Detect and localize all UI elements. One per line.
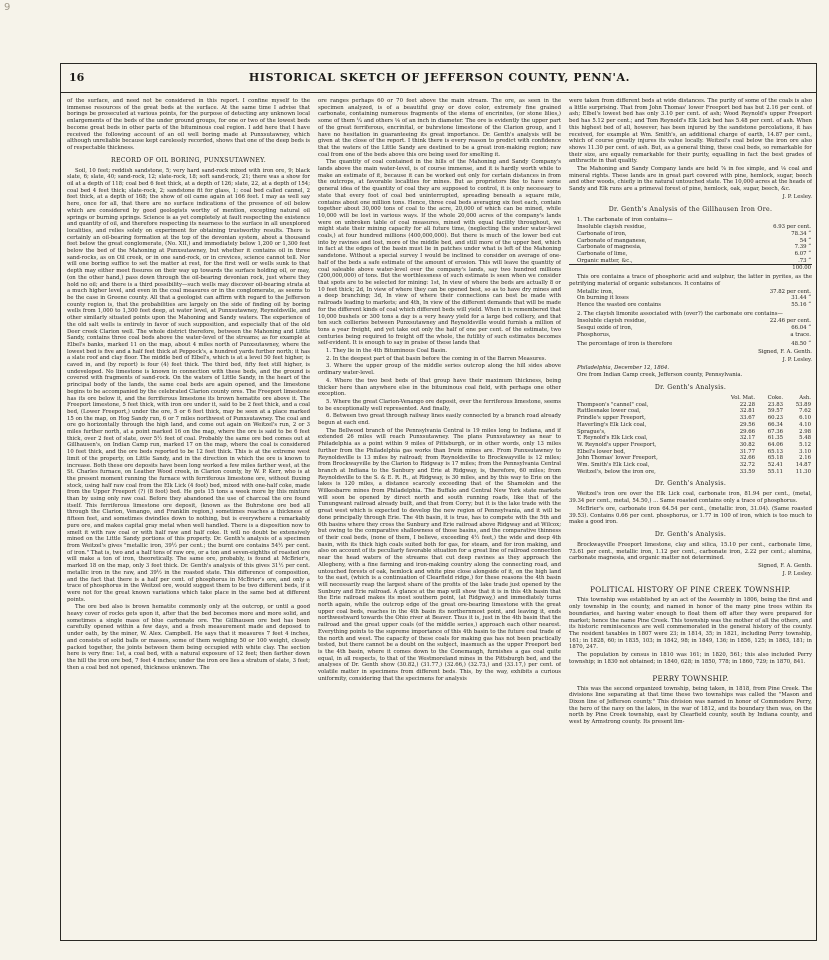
ore2-analysis-table — [569, 318, 812, 338]
table-cell-ash: 5.12 — [799, 441, 811, 448]
table-row — [569, 318, 812, 325]
table-cell-coke: 66.34 — [767, 421, 784, 428]
section-title-coal-analysis: Dr. Genth's Analysis. — [654, 384, 727, 392]
table-row — [569, 332, 812, 339]
table-header-cell: Vol. Mat. — [730, 395, 756, 402]
table-row — [569, 449, 812, 456]
paragraph-phosphoric: This ore contains a trace of phosphoric acid and sulphur, the latter in pyrites, as the petrifying material of organic substances. It contains of — [569, 274, 812, 287]
table-row — [569, 251, 812, 258]
table-row — [569, 258, 812, 265]
table-cell-label: Phosphorus, — [577, 331, 611, 338]
table-cell-volatile: 30.82 — [739, 441, 756, 448]
table-cell-coke: 67.36 — [767, 428, 784, 435]
table-cell-value: 48.50 “ — [791, 340, 811, 347]
table-cell-coke: 64.06 — [767, 441, 784, 448]
section-title-perry: PERRY TOWNSHIP. — [652, 673, 729, 683]
table-row — [569, 402, 812, 409]
table-cell-volatile: 33.59 — [739, 468, 756, 475]
table-cell-coke: 61.35 — [767, 435, 784, 442]
table-row — [569, 244, 812, 251]
table-cell-ash: 6.10 — [799, 415, 811, 422]
table-cell-label: Carbonate of magnesia, — [577, 244, 642, 251]
table-cell-value: a trace. — [790, 331, 811, 338]
table-row — [569, 325, 812, 332]
page-number: 16 — [69, 71, 85, 84]
table-cell-coke: 23.83 — [767, 401, 784, 408]
table-cell-value: 37.82 per cent. — [769, 288, 811, 295]
table-cell-label: Prindle's upper Freeport, — [577, 415, 646, 422]
table-cell-ash: 14.87 — [795, 462, 811, 469]
table-row — [569, 429, 812, 436]
table-cell-label: The percentage of iron is therefore — [577, 340, 673, 347]
table-total-row — [569, 265, 812, 272]
table-cell-label: Wm. Smith's Elk Lick coal, — [577, 462, 650, 469]
table-row — [569, 442, 812, 449]
table-cell-volatile: 33.67 — [739, 415, 756, 422]
table-cell-label: Sprague's, — [577, 428, 606, 435]
table-cell-volatile: 29.56 — [739, 421, 756, 428]
page-frame — [60, 63, 817, 941]
table-cell-label: Thompson's "cannel" coal, — [577, 401, 649, 408]
ore2-metallic-table — [569, 341, 812, 348]
paragraph-indian-camp: Ore from Indian Camp creek, Jefferson county, Pennsylvania. — [577, 372, 743, 379]
table-cell-volatile: 32.81 — [739, 408, 756, 415]
paragraph-boring-record: Soil, 10 feet; reddish sandstone, 5; very hard sand-rock mixed with iron ore, 9; black slate, 6; slate, 40; sand-rock, 12; slate-rock, 18; soft sand-rock, 21; there was a show for oil at a depth of 118; coal bed 6 feet thick, at a depth of 126; slate, 22, at a depth of 154; coal bed 4 feet thick; slate-rock, 2; sandstone fit for glass, 1; coal bed called cannel, 2 feet thick, at a depth of 168; the show of oil came again at 166 feet. I may as well say here, once for all, that there are no surface indications of the presence of oil below which are considered by good geologists worthy of mention, excepting natural oil springs or burning springs. Science is as yet completely at fault respecting the existence and quantity of oil, and therefore respecting its nearness to the surface in all unexplored localities, and relies solely on experiment for obtaining trustworthy results. There is certainly an oil-bearing formation at the top of the devonian system, about a thousand feet below the great conglomerate, (No. XII,) and immediately below 1,200 or 1,300 feet below the bed of the Mahoning at Punxsutawney, but whether it contains oil in three sand-rocks, as on Oil creek, or in one sand-rock, or in crevices, science cannot tell. Nor will one boring suffice to set the matter at rest, for the first well or wells sunk to that depth may either meet fissures on their way up towards the surface holding oil, or may, (on the other hand,) pass down through the oil-bearing devonian rock, just where they hold no oil; and there is a third possibility—such wells may discover oil-bearing strata at a much higher level, and even in the coal measures or in the conglomerate, as seems to be the case in Greene county. All that a geologist can affirm with regard to the Jefferson county region is, that the probabilities are largely on the side of finding oil by boring wells from 1,000 to 1,300 feet deep, at water level, at Punxsutawney, Reynoldsville, and other similarly situated points upon the Mahoning and Sandy waters. The experience of the old salt wells is entirely in favor of such supposition, and especially that of the old Deer creek Clarion well. The whole district therefore, between the Mahoning and Little Sandy, contains three coal beds above the water-level of the streams; as for example at Elbel's banks, marked 11 on the map, about 4 miles north of Punxsutawney, where the lowest bed is five and a half feet thick at Peppock's, a hundred yards further north; it has a slate roof and clay floor. The middle bed of Elbel's, which is at a level 50 feet higher, is caved in, and (by report) is four (4) feet thick. The third bed, fifty feet still higher, is undeveloped. No limestone is known in connection with these beds, and the ground is covered with fragments of sand-rock. On the waters of Little Sandy, in the heart of the principal body of the lands, the same coal beds are again opened, and the limestone begins to be accompanied by the celebrated Clarion county ores. The Freeport limestone has its ore below it, and the ferriferous limestone its brown hematite ore above it. The Freeport limestone, 5 feet thick, with iron ore under it, said to be 2 feet thick, and a coal bed, (Lower Freeport,) under the ore, 5 or 6 feet thick, may be seen at a place marked 15 on the map, on Hog Sandy run, 6 or 7 miles northwest of Punxsutawney. The coal and ore go horizontally through the high land, and come out again on Weitzel's run, 2 or 3 miles further north, at a point marked 16 on the map, where the ore is said to be 6 feet thick, over 2 feet of slate, over 5½ feet of coal. Probably the same ore bed comes out at Gillhausen's, on Indian Camp run, marked 17 on the map, where the coal is considered 10 feet thick, and the ore beds reported to be 12 feet thick. This is at the extreme west limit of the property, on Little Sandy, and in the direction in which the ore is known to increase. Both these ore deposits have been long worked a few miles farther west, at the St. Charles furnace, on Leather Wood creek, in Clarion county, by W. P. Kerr, who is at the present moment running the furnace with ferriferous limestone ore, without fluxing stock, using half raw coal from the Elk Lick (4 foot) bed, mixed with one-half coke, made from the Upper Freeport (?) (8 foot) bed. He gets 15 tons a week more by this mixture than by using only raw coal. Before they abandoned the use of charcoal the ore found itself. This ferriferous limestone ore deposit, (known as the Buhrstone ore bed all through the Clarion, Venango, and Franklin region,) sometimes reaches a thickness of fifteen feet, and sometimes dwindles down to nothing, but is everywhere a remarkably pure ore, and makes capital gray metal when well handled. There is a disposition now to smelt it with raw coal or with half raw and half coke. It will no doubt be extensively mined on the Little Sandy portions of this property. Dr. Genth's analysis of a specimen from Weitzel's gives "metallic iron, 39½ per cent.; the burnt ore contains 54½ per cent. of iron." That is, two and a half tons of raw ore, or a ton and seven-eighths of roasted ore will make a ton of iron, theoretically. The same ore, probably, is found at McBrier's, marked 18 on the map, only 3 feet thick. Dr. Genth's analysis of this gives 31½ per cent. metallic iron in the raw, and 39½ in the roasted state. This difference of composition, and the fact that there is a half per cent. of phosphorus in McBrier's ore, and only a trace of phosphorus in the Weitzel ore, would suggest them to be two different beds, if it were not for the great known variations which take place in the same bed at different points. — [67, 167, 310, 603]
table-cell-value: 6.07 “ — [794, 251, 811, 258]
table-cell-value: 6.93 per cent. — [773, 224, 811, 231]
table-cell-label: Weitzel's, below the iron ore, — [577, 468, 656, 475]
paragraph-brockway: Brockwayville Freeport limestone, clay and silica, 15.10 per cent., carbonate lime, 73.61 per cent., metallic iron, 1.12 per cent., carbonate iron, 2.22 per cent.; alumina, carbonate magnesia, and organic matter not determined. — [569, 541, 812, 562]
table-cell-label: Elbel's lower bed, — [577, 448, 626, 455]
paragraph-perry: This was the second organized township, being taken, in 1818, from Pine Creek. The divisions line separating at that time these two townships was called the "Mason and Dixon line of Jefferson county." This division was named in honor of Commodore Perry, the hero of the navy on the lakes, in the war of 1812, and its boundary then was, on the north by Pine Creek township, east by Clearfield county, south by Indiana county, and west by Armstrong county. Its present lim- — [569, 685, 812, 726]
list-item: 4. Where the two best beds of that group have their maximum thickness, being thicker here than anywhere else in the bituminous coal field, with perhaps one other exception. — [318, 377, 561, 398]
paragraph-surface-lands: The Mahoning and Sandy Company lands are held ⅞ in fee simple, and ⅛ coal and mineral rights. These lands are in great part covered with pine, hemlock, sugar, beech and other woods, chiefly in the natural untouched state. The 10,000 acres at the heads of Sandy and Elk runs are a primeval forest of pine, hemlock, oak, sugar, beech, &c. — [569, 166, 812, 193]
table-cell-value: 55.16 “ — [791, 301, 811, 308]
table-row — [569, 302, 812, 309]
table-cell-volatile: 32.17 — [739, 435, 756, 442]
table-cell-label: Insoluble clayish residue, — [577, 318, 647, 325]
paragraph-coal-purity: were taken from different beds at wide distances. The purity of some of the coals is also a little surprising. That from John Thomas' lower Freeport bed has but 2.16 per cent. of ash; Elbel's lowest bed has only 3.10 per cent. of ash; Wood Reynold's upper Freeport bed has 5.12 per cent.; and Tom Reynold's Elk Lick bed has 5.48 per cent. of ash. When this highest bed of all, however, has been injured by the sandstone percolations, it has received, for example at Wm. Smith's, an additional charge of earth, 14.87 per cent., which of course greatly injures its value locally. Weitzel's coal below the iron ore also shows 11.30 per cent. of ash. But, as a general thing, these coal beds, so remarkable for their size, are equally remarkable for their purity, equalling in fact the best grades of anthracite in that quality. — [569, 98, 812, 165]
list-item: 1. They lie in the 4th Bituminous Coal Basin. — [326, 348, 448, 355]
table-cell-value: 31.44 “ — [791, 295, 811, 302]
table-cell-label: Carbonate of manganese, — [577, 237, 647, 244]
table-cell-value: .73 “ — [798, 257, 811, 264]
paragraph-mcbrier: McBrier's ore, carbonate iron 64.54 per cent., (metallic iron, 31.04). (Same roasted 39.53). Contains 0.66 per cent. phosphorus, or 1.77 in 100 of iron, which is too much to make a good iron. — [569, 505, 812, 526]
table-row — [569, 289, 812, 296]
section-title-pine-creek: POLITICAL HISTORY OF PINE CREEK TOWNSHIP. — [590, 585, 791, 595]
coal-analysis-table — [569, 395, 812, 475]
analysis-intro: 1. The carbonate of iron contains— — [577, 216, 673, 223]
table-cell-label: Hence the wasted ore contains — [577, 301, 662, 308]
table-cell-label: On burning it loses — [577, 295, 629, 302]
table-row — [569, 469, 812, 476]
table-cell-label: Organic matter, &c., — [577, 257, 633, 264]
table-cell-label — [569, 265, 730, 272]
running-title: HISTORICAL SKETCH OF JEFFERSON COUNTY, PENN'A. — [248, 71, 631, 84]
table-cell-label: Insoluble clayish residue, — [577, 224, 647, 231]
table-cell-total: 100.00 — [730, 265, 812, 272]
table-row — [569, 224, 812, 231]
table-row — [569, 231, 812, 238]
text-columns — [67, 98, 812, 936]
signature-lesley: J. P. Lesley. — [782, 570, 812, 577]
table-cell-ash: 7.62 — [799, 408, 811, 415]
table-cell-volatile: 32.72 — [739, 462, 756, 469]
list-item: 2. In the deepest part of that basin before the coming in of the Barren Measures. — [326, 355, 547, 362]
page-header — [61, 64, 817, 93]
section-title-gillhausen-analysis: Dr. Genth's Analysis of the Gillhausen Iron Ore. — [608, 205, 773, 213]
table-header-row — [569, 395, 812, 402]
table-cell-coke: 65.18 — [767, 455, 784, 462]
table-cell-ash: 2.98 — [799, 428, 811, 435]
table-cell-label: W. Reynold's upper Freeport, — [577, 441, 657, 448]
signature-lesley: J. P. Lesley. — [782, 193, 812, 200]
ore1-metallic-table — [569, 289, 812, 309]
table-row — [569, 462, 812, 469]
paragraph-railroad: The Bellwood branch of the Pennsylvania Central is 19 miles long to Indiana, and if extended 26 miles will reach Punxsutawney. The plans Punxsutawney as near to Philadelphia as a point within 9 miles of Pittsburgh, or in other words, only 13 miles further from the Philadelphia gas works than Irwin mines are. From Punxsutawney to Reynoldsville is 13 miles by railroad; from Reynoldsville to Brockwayville is 12 miles; from Brockwayville by the Clarion to Ridgway is 17 miles; from the Pennsylvania Central branch at Indiana to the Sunbury and Erie at Ridgway, is, therefore, 60 miles; from Reynoldsville to the S. & E. R. R., at Ridgway, is 30 miles, and by this way to Erie on the lakes is 120 miles, a distance scarcely exceeding that of the Shamokin and the Wilkesbarre mines from Philadelphia. The Buffalo and Central New York state markets will soon be opened by direct north and south running roads, like that of the Tunungwant railroad already built, and that from Corry; but it is the lake trade with the great west which is expected to develop the new region of Pennsylvania, and it will be done principally through Erie. The 4th basin, it is true, has to compete with the 5th and 6th basins where they cross the Sunbury and Erie railroad above Ridgway and at Wilcox; but owing to the comparative shallowness of those basins, and the comparative thinness of their coal beds, (none of them, I believe, exceeding 4½ feet,) the wide and deep 4th basin, with its thick high coals suited both for gas, for steam, and for iron making, and also on account of its peculiarly favorable situation for a great line of railroad connection near the head waters of the streams that cut deep ravines as they approach the Allegheny, with a fine farming and iron-making country along the connecting road, and untouched forests of oak, hemlock and white pine close alongside of it, on the high land to the east, (which is a continuation of Clearfield ridge,) for these reasons the 4th basin will necessarily reap the largest share of the profits of the lake trade just opened by the Sunbury and Erie railroad. A glance at the map will show that it is in this 4th basin that the Erie railroad makes its most southern point, (at Ridgway,) and immediately turns north again, while the outcrop edge of the great ore-bearing limestone with the great upper coal beds, reaches in the 4th basin its northernmost point, and leaving it, ends northwestward towards the Ohio river at Beaver. Thus it is, just in the 4th basin that the railroad and the great upper coals (of the middle series,) approach each other nearest. Everything points to the supreme importance of this 4th basin to the future coal trade of the north and west. The capacity of these coals for making gas has not been practically tested, but there cannot be a doubt on the subject, inasmuch as the upper Freeport bed is the 4th basin, where it comes down to the Conemaugh, furnishes a gas coal quite equal, in all respects, to that of the Westmoreland mines in the Pittsburgh bed, and the analyses of Dr. Genth show (30.82,) (31.77,) (32.66,) (32.73,) and (33.17,) per cent. of volatile matter in specimens from different beds. This, by the way, exhibits a curious uniformity, considering that the specimens for analysis — [318, 427, 561, 682]
corner-mark: 9 — [4, 2, 11, 13]
table-cell-coke: 52.41 — [767, 462, 784, 469]
table-cell-label: Sesqui oxide of iron, — [577, 325, 633, 332]
paragraph-gillhausen-ore: The ore bed also is brown hematite commonly only at the outcrop, or until a good heavy cover of rocks gets upon it, after that the bed becomes more and more solid, and sometimes a single mass of blue carbonate ore. The Gillhausen ore bed has been carefully opened within a few days, and a fresh measurement made and deposed to under oath, by the miner, W. Alex. Campbell. He says that it measures 7 feet 4 inches, and consists of solid balls or masses, some of them weighing 50 or 100 weight, closely packed together, the joints between them being occupied with white clay. The section here is very fine: 1st, a coal bed, with a natural exposure of 12 feet; then farther down the hill the iron ore bed, 7 feet 4 inches; under the iron ore lies a stratum of slate, 3 feet; then a coal bed not opened, thickness unknown. The — [67, 604, 310, 671]
table-cell-coke: 55.11 — [767, 468, 784, 475]
table-cell-volatile: 22.28 — [739, 401, 756, 408]
paragraph-pine-creek-population: The population by census in 1810 was 161; in 1820, 561; this also included Perry township; in 1830 not obtained; in 1840, 628; in 1850, 778; in 1860, 729; in 1870, 841. — [569, 652, 812, 665]
table-row — [569, 238, 812, 245]
table-cell-coke: 60.23 — [767, 415, 784, 422]
section-title-brockway-analysis: Dr. Genth's Analysis. — [654, 530, 727, 538]
table-row — [569, 341, 812, 348]
table-cell-value: 7.39 “ — [794, 244, 811, 251]
table-row — [569, 455, 812, 462]
column-3 — [569, 98, 812, 936]
table-cell-volatile: 29.66 — [739, 428, 756, 435]
table-header-cell: Ash. — [799, 395, 811, 402]
dateline: Philadelphia, December 12, 1864. — [577, 364, 670, 371]
table-cell-volatile: 31.77 — [739, 448, 756, 455]
table-cell-coke: 59.57 — [767, 408, 784, 415]
table-cell-ash: 4.10 — [799, 421, 811, 428]
list-item: 6. Between two great through railway lines easily connected by a branch road already begun at each end. — [318, 413, 561, 427]
paragraph-weitzel: Weitzel's iron ore over the Elk Lick coal, carbonate iron, 81.94 per cent., (metal, 39.34 per cent., metal, 54.50,) ... Same roasted contains only a trace of phosphorus. — [569, 491, 812, 505]
table-cell-ash: 11.30 — [795, 468, 811, 475]
table-cell-label: T. Reynold's Elk Lick coal, — [577, 435, 648, 442]
list-item: 5. Where the great Clarion-Venango ore deposit, over the ferriferous limestone, seems to be exceptionally well represented. And finally, — [318, 398, 561, 412]
table-row — [569, 435, 812, 442]
table-cell-label: Carbonate of iron, — [577, 230, 627, 237]
section-title-weitzel-analysis: Dr. Genth's Analysis. — [654, 480, 727, 488]
table-cell-label: Rattlesnake lower coal, — [577, 408, 641, 415]
table-cell-value: 78.34 “ — [791, 230, 811, 237]
table-cell-ash: 53.89 — [795, 401, 811, 408]
table-row — [569, 408, 812, 415]
signature-genth: Signed, F. A. Genth. — [758, 349, 812, 356]
paragraph-ore-description: ore ranges perhaps 60 or 70 feet above the main stream. The ore, as seen in the specimen analyzed, is of a beautiful gray or dove color, extremely fine grained carbonate, containing numerous fragments of the stems of encrinites, (or stone lilies,) some of them ¼ and others ⅛ of an inch in diameter. The ore is evidently the upper part of the great ferriferous, encrinital, or buhrstone limestone of the Clarion group, and I have no hesitation in guaranteeing its great importance. Dr. Genth's analysis will be given at the close of the report. I think there is every reason to predict with confidence that the waters of the Little Sandy are destined to be a great iron-making region; raw coal from one of the beds above this ore being used for smelting it. — [318, 98, 561, 158]
table-cell-label: Metallic iron, — [577, 288, 614, 295]
signature-lesley: J. P. Lesley. — [782, 356, 812, 363]
signature-genth: Signed, F. A. Genth. — [758, 563, 812, 570]
table-cell-volatile: 32.66 — [739, 455, 756, 462]
table-cell-value: 54 “ — [799, 237, 811, 244]
paragraph-coal-quantity: The quantity of coal contained in the hills of the Mahoning and Sandy Company's lands above the main water-level, is of course immense, and it is hardly worth while to make an estimate of it, because it can be worked out only for certain distances in from the outcrops, at favorable localities for mines. But as proprietors like to have some general idea of the quantity of coal they are supposed to control, it is only necessary to state that every foot of coal bed uninterrupted, spreading beneath a square mile, contains about one million tons. Hence, three coal beds averaging six feet each, contain together about 30,000 tons of coal to the acre, 20,000 of which can be mined, while 10,000 will be lost in various ways. If the whole 20,000 acres of the company's lands were on unbroken table of coal measures, mined with equal facility throughout, we might state their mining capacity for all future time, (neglecting the under water-level coals,) at four hundred millions (400,000,000). But there is much of the lower bed cut into by ravines and lost, more of the middle bed, and still more of the upper bed, which in fact at the edges of the basin must lie in patches under what is left of the Mahoning sandstone. Without a special survey I would be inclined to consider on average of one-half of the beds a safe estimate of the amount of erosion. This will leave the quantity of coal saleable above water-level over the company's lands, say two hundred millions (200,000,000) of tons. But the worthlessness of such estimate is seen when we consider that spots are to be selected for mining: 1st, In view of where the beds are actually 8 or 10 feet thick; 2d, In view of where they can be opened best, so as to have dry mines and a deep branching; 3d, In view of where their connections can best be made with railroads leading to markets; and 4th, In view of the different demands that will be made for the different kinds of coal which different beds will yield. When it is remembered that 10,000 bushels or 300 tons a day is a very heavy yield for a large bed colliery, and that ten such collieries between Punxsutawney and Reynoldsville would furnish a million of tons a year freight, and yet take out only the half of one per cent. of the estimate, two centuries being required to freight off the whole, the futility of such estimates becomes self-evident. It is enough to say in praise of these lands that — [318, 159, 561, 347]
table-cell-ash: 2.16 — [799, 455, 811, 462]
column-1 — [67, 98, 310, 936]
section-title-oil-boring: RECORD OF OIL BORING, PUNXSUTAWNEY. — [111, 156, 266, 164]
table-header-cell: Coke. — [767, 395, 784, 402]
table-cell-value: 66.04 “ — [791, 325, 811, 332]
table-row — [569, 422, 812, 429]
table-cell-label: John Thomas' lower Freeport, — [577, 455, 658, 462]
table-cell-ash: 3.10 — [799, 448, 811, 455]
table-row — [569, 415, 812, 422]
table-row — [569, 295, 812, 302]
column-2 — [318, 98, 561, 936]
list-item: 3. Where the upper group of the middle series outcrop along the hill sides above ordinary water-level. — [318, 363, 561, 377]
table-cell-label: Haverling's Elk Lick coal, — [577, 421, 647, 428]
paragraph-intro: of the surface, and need not be considered in this report. I confine myself to the immense resources of the great beds at the surface. At the same time I advise that borings be prosecuted at various points, for the purpose of detecting any unknown local enlargements of the beds of the under ground groups, for one or two of the lowest beds become great beds in other parts of the bituminous coal region. I add here that I have received the following account of an oil well boring made at Punxsutawney, which although unreliable because kept carelessly recorded, shows that one of the deep beds is of respectable thickness. — [67, 98, 310, 151]
analysis-intro: 2. The clayish limonite associated with (over?) the carbonate ore contains— — [577, 310, 783, 317]
ore1-analysis-table — [569, 224, 812, 272]
table-cell-coke: 65.13 — [767, 448, 784, 455]
table-cell-label: Carbonate of lime, — [577, 251, 628, 258]
table-cell-ash: 5.48 — [799, 435, 811, 442]
table-cell-value: 22.46 per cent. — [769, 318, 811, 325]
paragraph-pine-creek: This township was established by an act of the Assembly in 1806, being the first and only township in the county, and named in honor of the many pine trees within its boundaries, and having water enough to float them off after they were prepared for market; hence the name Pine Creek. This township was the mother of all the others, and its historic reminiscences are well commemorated in the general history of the county. The resident taxables in 1807 were 23; in 1814, 35; in 1821, including Perry township, 161; in 1828, 60; in 1835, 103; in 1842, 98; in 1849, 136; in 1856, 125; in 1863, 181; in 1870, 247. — [569, 597, 812, 651]
table-header-cell — [569, 395, 714, 402]
